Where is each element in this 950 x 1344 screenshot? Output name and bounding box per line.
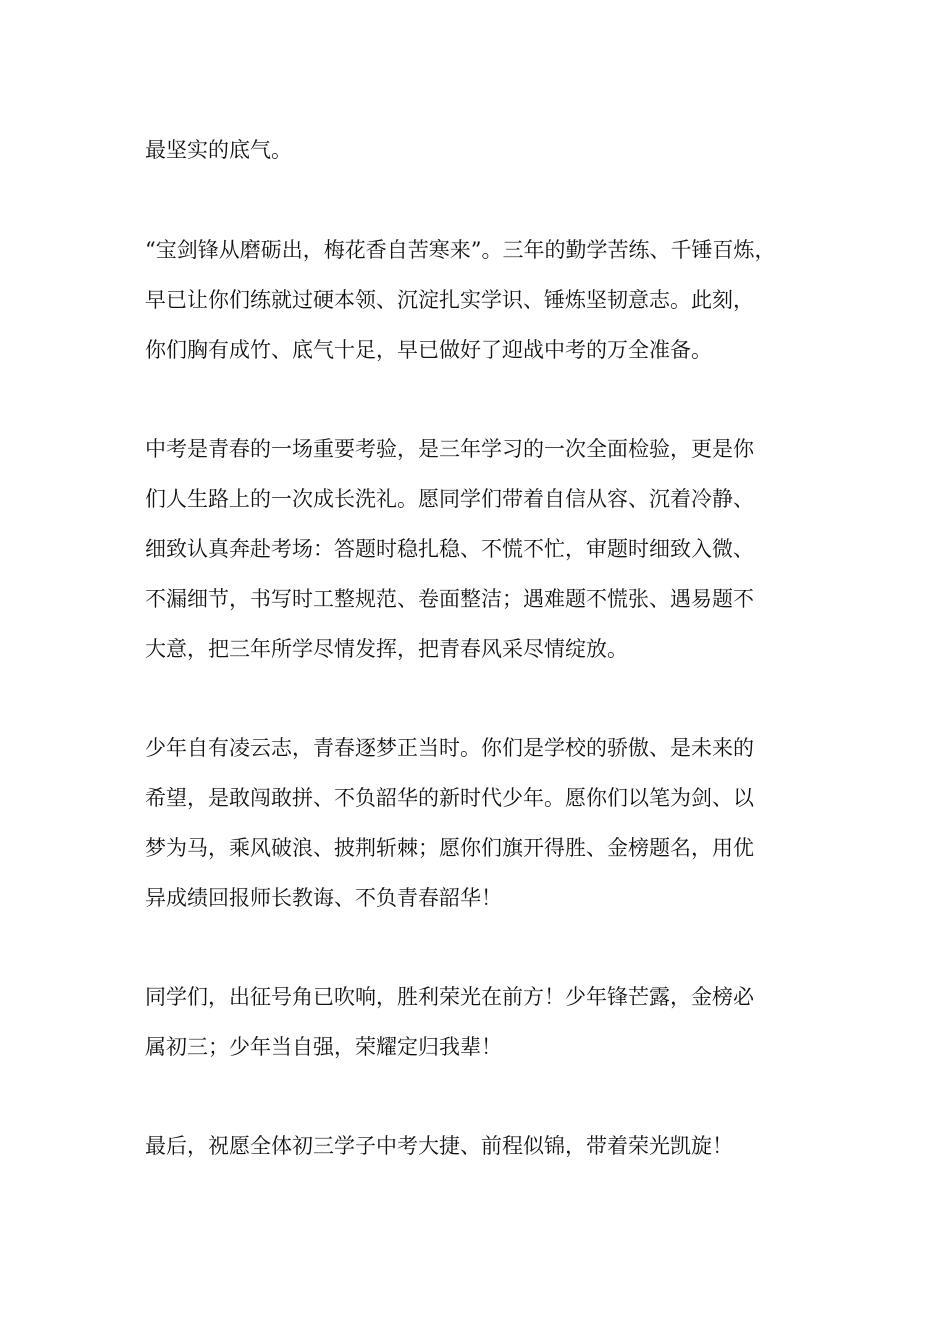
text-line: “宝剑锋从磨砺出，梅花香自苦寒来”。三年的勤学苦练、千锤百炼， [145,238,776,262]
text-line: 梦为马，乘风破浪、披荆斩棘；愿你们旗开得胜、金榜题名，用优 [145,836,754,860]
text-line: 你们胸有成竹、底气十足，早已做好了迎战中考的万全准备。 [145,338,712,362]
paragraph-1 [145,125,825,175]
text-line: 细致认真奔赴考场：答题时稳扎稳、不慌不忙，审题时细致入微、 [145,537,754,561]
text-line: 最坚实的底气。 [145,138,292,162]
paragraph-3 [145,424,825,674]
text-line: 们人生路上的一次成长洗礼。愿同学们带着自信从容、沉着冷静、 [145,487,754,511]
text-line: 大意，把三年所学尽情发挥，把青春风采尽情绽放。 [145,637,628,661]
paragraph-6 [145,1121,825,1171]
text-line: 异成绩回报师长教诲、不负青春韶华！ [145,886,502,910]
text-line: 少年自有凌云志，青春逐梦正当时。你们是学校的骄傲、是未来的 [145,736,754,760]
paragraph-2 [145,225,825,375]
text-line: 不漏细节，书写时工整规范、卷面整洁；遇难题不慌张、遇易题不 [145,587,754,611]
text-line: 最后，祝愿全体初三学子中考大捷、前程似锦，带着荣光凯旋！ [145,1134,733,1158]
paragraph-4 [145,723,825,923]
text-line: 中考是青春的一场重要考验，是三年学习的一次全面检验，更是你 [145,437,754,461]
text-line: 早已让你们练就过硬本领、沉淀扎实学识、锤炼坚韧意志。此刻， [145,288,754,312]
paragraph-5 [145,972,825,1072]
text-line: 属初三；少年当自强，荣耀定归我辈！ [145,1035,502,1059]
text-line: 希望，是敢闯敢拼、不负韶华的新时代少年。愿你们以笔为剑、以 [145,786,754,810]
text-line: 同学们，出征号角已吹响，胜利荣光在前方！少年锋芒露，金榜必 [145,985,754,1009]
